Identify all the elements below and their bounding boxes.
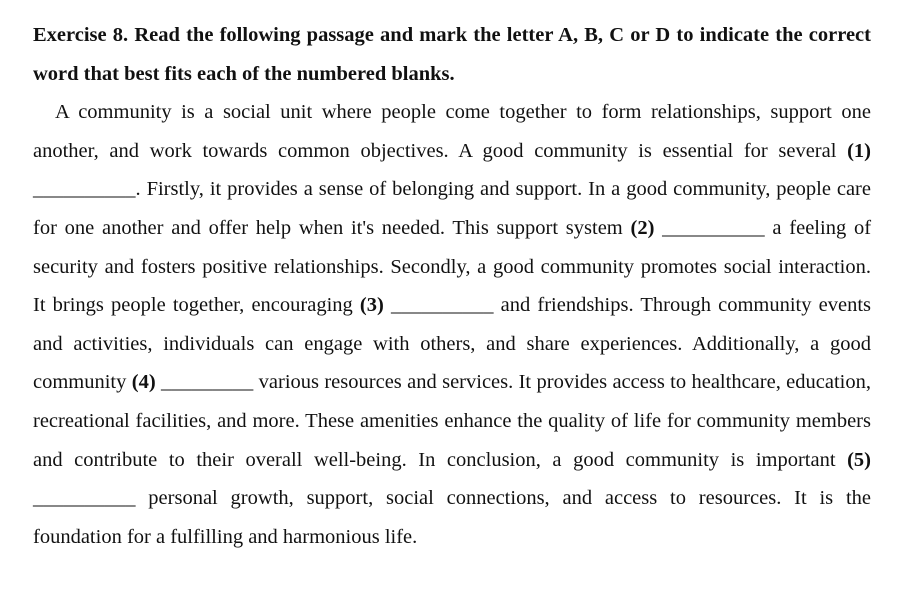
passage-text-3: a feeling of security and fosters positive relationships. Secondly, a good community promotes social interaction. It brings people together, encouraging [33, 216, 872, 317]
blank-number-2: (2) [630, 216, 655, 239]
passage-text-1: A community is a social unit where people come together to form relationships, support one another, and work towards common objectives. A good community is essential for several [33, 101, 871, 162]
blank-3[interactable]: __________ [390, 294, 494, 317]
passage-text-6: personal growth, support, social connections, and access to resources. It is the foundation for a fulfilling and harmonious life. [33, 487, 871, 548]
passage-paragraph [33, 93, 871, 556]
blank-number-1: (1) [847, 139, 871, 162]
blank-number-4: (4) [131, 371, 156, 394]
blank-number-5: (5) [847, 448, 871, 471]
passage-text-5: various resources and services. It provides access to healthcare, education, recreational facilities, and more. These amenities enhance the quality of life for community members and contribute to their overall well-being. In conclusion, a good community is important [33, 371, 871, 471]
passage-text-2: . Firstly, it provides a sense of belonging and support. In a good community, people care for one another and offer help when it's needed. This support system [33, 178, 871, 239]
blank-5[interactable]: __________ [33, 487, 136, 510]
blank-number-3: (3) [359, 294, 384, 317]
exercise-heading: Exercise 8. Read the following passage and mark the letter A, B, C or D to indicate the correct word that best fits each of the numbered blanks. [33, 24, 871, 85]
passage-text-4: and friendships. Through community events and activities, individuals can engage with others, and share experiences. Additionally, a good community [33, 294, 871, 394]
blank-4[interactable]: _________ [161, 371, 254, 394]
blank-2[interactable]: __________ [662, 216, 765, 239]
blank-1[interactable]: __________ [33, 178, 136, 201]
